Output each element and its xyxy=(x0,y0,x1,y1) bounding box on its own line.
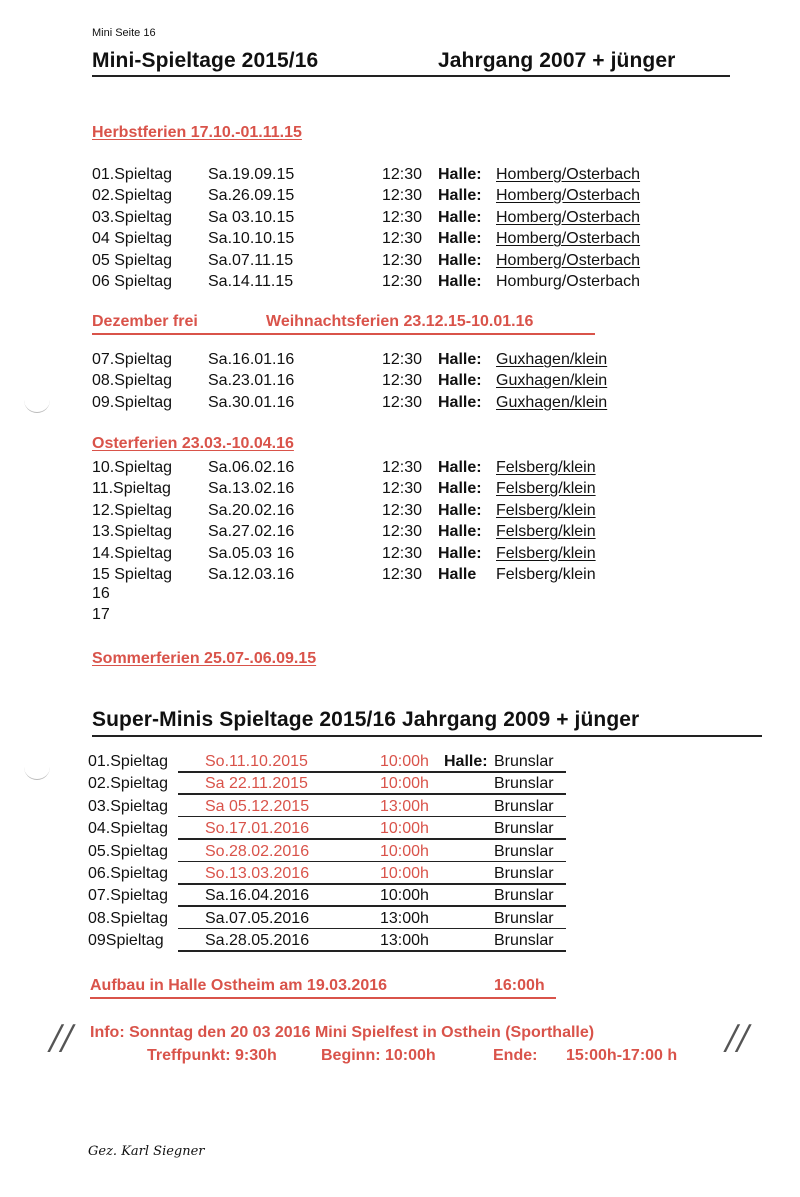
spieltag-label: 12.Spieltag xyxy=(92,501,173,519)
spieltag-venue: Homberg/Osterbach xyxy=(496,166,641,183)
table-row xyxy=(0,502,800,523)
spieltag-venue: Felsberg/klein xyxy=(496,544,596,562)
halle-label: Halle: xyxy=(438,187,482,205)
table-row xyxy=(0,394,800,415)
halle-label: Halle: xyxy=(438,208,482,226)
spieltag-date: Sa.27.02.16 xyxy=(208,523,295,541)
section-herbstferien: Herbstferien 17.10.-01.11.15 xyxy=(92,124,302,141)
super-spieltag-venue: Brunslar xyxy=(494,820,554,838)
handwritten-bracket-left: // xyxy=(50,1018,73,1058)
super-spieltag-time: 10:00h xyxy=(380,820,429,838)
super-spieltag-time: 10:00h xyxy=(380,887,429,905)
spieltag-label: 01.Spieltag xyxy=(92,166,173,183)
table-row xyxy=(0,932,800,953)
page-title: Mini-Spieltage 2015/16 xyxy=(92,49,319,72)
spieltag-time: 12:30 xyxy=(382,523,423,541)
spieltag-date: Sa.20.02.16 xyxy=(208,501,295,519)
super-spieltag-label: 07.Spieltag xyxy=(88,887,169,905)
halle-label: Halle: xyxy=(438,166,482,183)
info-line: Info: Sonntag den 20 03 2016 Mini Spielfest in Osthein (Sporthalle) xyxy=(90,1024,595,1041)
spieltag-time: 12:30 xyxy=(382,501,423,519)
row-underline xyxy=(178,838,566,840)
table-row xyxy=(0,545,800,566)
spieltag-label: 11.Spieltag xyxy=(92,480,171,498)
table-row xyxy=(0,753,800,774)
table-row xyxy=(0,843,800,864)
super-halle-label: Halle: xyxy=(444,753,488,770)
table-row xyxy=(0,775,800,796)
halle-label: Halle: xyxy=(438,372,482,390)
aufbau-time: 16:00h xyxy=(494,977,545,994)
table-row xyxy=(0,910,800,931)
signature: Gez. Karl Siegner xyxy=(88,1144,205,1159)
super-spieltag-date: So.28.02.2016 xyxy=(205,842,310,860)
spieltag-time: 12:30 xyxy=(382,566,423,583)
spieltag-venue: Homberg/Osterbach xyxy=(496,230,641,248)
spieltag-time: 12:30 xyxy=(382,351,423,368)
spieltag-date: Sa.14.11.15 xyxy=(208,273,294,290)
halle-label: Halle: xyxy=(438,480,482,498)
halle-label: Halle: xyxy=(438,544,482,562)
aufbau-note: Aufbau in Halle Ostheim am 19.03.2016 xyxy=(90,977,388,994)
spieltag-venue: Guxhagen/klein xyxy=(496,372,608,390)
halle-label: Halle: xyxy=(438,351,482,368)
halle-label: Halle: xyxy=(438,523,482,541)
super-spieltag-venue: Brunslar xyxy=(494,887,554,905)
spieltag-label: 09.Spieltag xyxy=(92,393,173,411)
spieltag-label: 02.Spieltag xyxy=(92,187,173,205)
spieltag-venue: Homberg/Osterbach xyxy=(496,208,641,226)
weihnacht-underline xyxy=(92,333,595,335)
halle-label: Halle: xyxy=(438,251,482,269)
spieltag-label: 04 Spieltag xyxy=(92,230,173,248)
spieltag-label: 15 Spieltag xyxy=(92,566,173,583)
spieltag-time: 12:30 xyxy=(382,187,423,205)
spieltag-label: 05 Spieltag xyxy=(92,251,173,269)
info-treffpunkt: Treffpunkt: 9:30h xyxy=(147,1047,277,1064)
super-spieltag-date: So.13.03.2016 xyxy=(205,865,310,882)
table-row xyxy=(0,209,800,230)
super-spieltag-time: 13:00h xyxy=(380,932,429,950)
row-underline xyxy=(178,861,566,863)
row-underline xyxy=(178,793,566,795)
row-underline xyxy=(178,905,566,907)
super-spieltag-label: 01.Spieltag xyxy=(88,753,169,770)
table-row xyxy=(0,230,800,251)
super-spieltag-date: Sa.16.04.2016 xyxy=(205,887,310,905)
page-label: Mini Seite 16 xyxy=(92,27,156,39)
spieltag-label: 10.Spieltag xyxy=(92,459,173,476)
spieltag-date: Sa.30.01.16 xyxy=(208,393,295,411)
spieltag-date: Sa.23.01.16 xyxy=(208,372,295,390)
spieltag-time: 12:30 xyxy=(382,251,423,269)
row-underline xyxy=(178,816,566,818)
spieltag-time: 12:30 xyxy=(382,480,423,498)
info-beginn: Beginn: 10:00h xyxy=(321,1047,436,1064)
super-spieltag-date: Sa 22.11.2015 xyxy=(205,775,308,793)
super-minis-underline xyxy=(92,735,762,737)
row-underline xyxy=(178,771,566,773)
super-spieltag-time: 10:00h xyxy=(380,753,429,770)
spieltag-time: 12:30 xyxy=(382,544,423,562)
table-row xyxy=(0,480,800,501)
spieltag-venue: Felsberg/klein xyxy=(496,480,596,498)
spieltag-venue: Felsberg/klein xyxy=(496,523,596,541)
spieltag-venue: Felsberg/klein xyxy=(496,566,596,583)
super-spieltag-venue: Brunslar xyxy=(494,932,554,950)
extra-number-17: 17 xyxy=(92,606,110,623)
spieltag-venue: Guxhagen/klein xyxy=(496,351,608,368)
spieltag-label: 13.Spieltag xyxy=(92,523,173,541)
super-spieltag-date: So.11.10.2015 xyxy=(205,753,308,770)
super-spieltag-label: 02.Spieltag xyxy=(88,775,169,793)
table-row xyxy=(0,459,800,480)
super-spieltag-venue: Brunslar xyxy=(494,842,554,860)
table-row xyxy=(0,372,800,393)
extra-number-16: 16 xyxy=(92,585,110,602)
spieltag-venue: Homburg/Osterbach xyxy=(496,273,641,290)
info-ende-time: 15:00h-17:00 h xyxy=(566,1047,678,1064)
row-underline xyxy=(178,883,566,885)
super-spieltag-time: 13:00h xyxy=(380,909,429,927)
table-row xyxy=(0,887,800,908)
super-spieltag-venue: Brunslar xyxy=(494,753,554,770)
super-spieltag-label: 09Spieltag xyxy=(88,932,164,950)
table-row xyxy=(0,252,800,273)
spieltag-time: 12:30 xyxy=(382,459,423,476)
table-row xyxy=(0,820,800,841)
spieltag-date: Sa 03.10.15 xyxy=(208,208,295,226)
spieltag-date: Sa.07.11.15 xyxy=(208,251,294,269)
super-spieltag-date: Sa 05.12.2015 xyxy=(205,797,310,815)
super-spieltag-venue: Brunslar xyxy=(494,797,554,815)
section-dezember: Dezember frei xyxy=(92,313,198,330)
halle-label: Halle: xyxy=(438,230,482,248)
section-osterferien: Osterferien 23.03.-10.04.16 xyxy=(92,435,294,452)
halle-label: Halle: xyxy=(438,501,482,519)
spieltag-date: Sa.26.09.15 xyxy=(208,187,295,205)
spieltag-date: Sa.13.02.16 xyxy=(208,480,295,498)
spieltag-time: 12:30 xyxy=(382,372,423,390)
spieltag-date: Sa.06.02.16 xyxy=(208,459,295,476)
spieltag-venue: Felsberg/klein xyxy=(496,459,596,476)
spieltag-label: 14.Spieltag xyxy=(92,544,173,562)
info-ende: Ende: xyxy=(493,1047,538,1064)
table-row xyxy=(0,798,800,819)
table-row xyxy=(0,273,800,294)
table-row xyxy=(0,166,800,187)
page-subtitle: Jahrgang 2007 + jünger xyxy=(438,49,676,72)
spieltag-time: 12:30 xyxy=(382,273,423,290)
table-row xyxy=(0,351,800,372)
title-underline xyxy=(92,75,730,77)
row-underline xyxy=(178,950,566,952)
spieltag-venue: Guxhagen/klein xyxy=(496,393,608,411)
handwritten-bracket-right: // xyxy=(726,1018,749,1058)
super-spieltag-label: 08.Spieltag xyxy=(88,909,169,927)
spieltag-label: 03.Spieltag xyxy=(92,208,173,226)
spieltag-date: Sa.10.10.15 xyxy=(208,230,295,248)
spieltag-venue: Felsberg/klein xyxy=(496,501,596,519)
spieltag-label: 07.Spieltag xyxy=(92,351,173,368)
super-spieltag-label: 03.Spieltag xyxy=(88,797,169,815)
spieltag-date: Sa.05.03 16 xyxy=(208,544,295,562)
super-spieltag-label: 06.Spieltag xyxy=(88,865,169,882)
super-spieltag-time: 13:00h xyxy=(380,797,429,815)
table-row xyxy=(0,566,800,587)
spieltag-label: 06 Spieltag xyxy=(92,273,173,290)
spieltag-date: Sa.12.03.16 xyxy=(208,566,295,583)
super-spieltag-venue: Brunslar xyxy=(494,775,554,793)
spieltag-time: 12:30 xyxy=(382,393,423,411)
section-weihnachtsferien: Weihnachtsferien 23.12.15-10.01.16 xyxy=(266,313,534,330)
table-row xyxy=(0,187,800,208)
super-spieltag-time: 10:00h xyxy=(380,842,429,860)
spieltag-time: 12:30 xyxy=(382,166,423,183)
spieltag-time: 12:30 xyxy=(382,230,423,248)
super-spieltag-date: So.17.01.2016 xyxy=(205,820,310,838)
table-row xyxy=(0,523,800,544)
spieltag-date: Sa.19.09.15 xyxy=(208,166,295,183)
spieltag-date: Sa.16.01.16 xyxy=(208,351,295,368)
super-spieltag-time: 10:00h xyxy=(380,775,429,793)
super-spieltag-label: 04.Spieltag xyxy=(88,820,169,838)
row-underline xyxy=(178,928,566,930)
section-sommerferien: Sommerferien 25.07-.06.09.15 xyxy=(92,650,317,667)
halle-label: Halle xyxy=(438,566,477,583)
super-spieltag-venue: Brunslar xyxy=(494,865,554,882)
spieltag-time: 12:30 xyxy=(382,208,423,226)
spieltag-label: 08.Spieltag xyxy=(92,372,173,390)
halle-label: Halle: xyxy=(438,459,482,476)
super-spieltag-time: 10:00h xyxy=(380,865,429,882)
table-row xyxy=(0,865,800,886)
spieltag-venue: Homberg/Osterbach xyxy=(496,187,641,205)
spieltag-venue: Homberg/Osterbach xyxy=(496,251,641,269)
super-spieltag-label: 05.Spieltag xyxy=(88,842,169,860)
super-spieltag-venue: Brunslar xyxy=(494,909,554,927)
halle-label: Halle: xyxy=(438,273,482,290)
super-spieltag-date: Sa.07.05.2016 xyxy=(205,909,310,927)
super-minis-title: Super-Minis Spieltage 2015/16 Jahrgang 2009 + jünger xyxy=(92,708,640,731)
aufbau-underline xyxy=(90,997,556,999)
super-spieltag-date: Sa.28.05.2016 xyxy=(205,932,310,950)
halle-label: Halle: xyxy=(438,393,482,411)
